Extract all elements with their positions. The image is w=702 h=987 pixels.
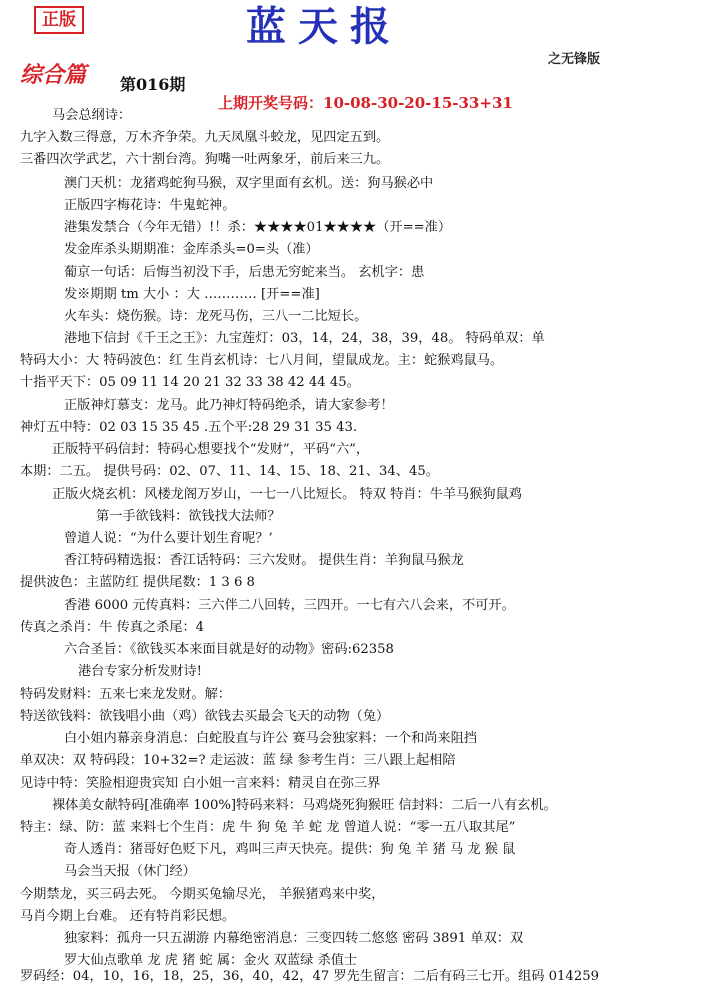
text-line: 今期禁龙，买三码去死。 今期买兔输尽光， 羊猴猪鸡来中奖，	[20, 887, 385, 902]
text-line: 本期：二五。 提供号码：02、07、11、14、15、18、21、34、45。	[20, 464, 439, 479]
text-line: 十指平天下：05 09 11 14 20 21 32 33 38 42 44 45。	[20, 375, 360, 390]
text-line: 独家料：孤舟一只五湖游 内幕绝密消息：三变四转二悠悠 密码 3891 单双：双	[64, 931, 524, 946]
last-draw-numbers: 上期开奖号码：10-08-30-20-15-33+31	[218, 94, 513, 112]
text-line: 三番四次学武艺，六十割台湾。狗嘴一吐两象牙，前后来三九。	[20, 152, 390, 167]
text-line: 正版火烧玄机：风楼龙阁万岁山，一七一八比短长。 特双 特肖：牛羊马猴狗鼠鸡	[52, 487, 522, 502]
text-line: 曾道人说：“为什么要计划生育呢？’	[64, 531, 273, 546]
text-line: 罗大仙点歌单 龙 虎 猪 蛇 属：金火 双蓝绿 杀值士	[64, 953, 358, 968]
text-line: 发金库杀头期期准：金库杀头=0=头（准）	[64, 242, 319, 257]
edition-label: 之无锋版	[548, 52, 601, 67]
text-line: 传真之杀肖：牛 传真之杀尾：4	[20, 620, 205, 635]
text-line: 港地下信封《千王之王》：九宝莲灯：03，14，24，38，39，48。 特码单双：单	[64, 331, 545, 346]
text-line: 罗码经：04，10，16，18，25，36，40，42，47 罗先生留言：二后有码三七开。组码 014259	[20, 969, 599, 984]
text-line: 马肖今期上台难。 还有特肖彩民想。	[20, 909, 236, 924]
text-line: 六合圣旨：《欲钱买本来面目就是好的动物》密码:62358	[64, 642, 394, 657]
text-line: 裸体美女献特码[准确率 100%]特码来料：马鸡烧死狗猴旺 信封料：二后一八有玄机。	[52, 798, 557, 813]
text-line: 特码大小：大 特码波色：红 生肖玄机诗：七八月间，望鼠成龙。主：蛇猴鸡鼠马。	[20, 353, 504, 368]
text-line: 九字入数三得意，万木齐争荣。九天凤凰斗蛟龙，见四定五到。	[20, 130, 390, 145]
text-line: 香港 6000 元传真料：三六伴二八回转，三四开。一七有六八会来，不可开。	[64, 598, 515, 613]
text-line: 葡京一句话：后悔当初没下手，后患无穷蛇来当。 玄机字：患	[64, 265, 425, 280]
text-line: 港集发禁合（今年无错）!！杀：★★★★01★★★★（开==准）	[64, 220, 452, 235]
authentic-badge: 正版	[34, 6, 84, 34]
issue-number: 第016期	[120, 75, 186, 94]
text-line: 香江特码精选报：香江话特码：三六发财。 提供生肖：羊狗鼠马猴龙	[64, 553, 464, 568]
text-line: 正版特平码信封：特码心想要找个“发财”，平码“六”，	[52, 442, 370, 457]
text-line: 第一手欲钱料：欲钱找大法师？	[96, 509, 281, 524]
text-line: 特码发财料：五来七来龙发财。解：	[20, 687, 231, 702]
newspaper-title: 蓝天报	[246, 3, 402, 50]
text-line: 马会总纲诗：	[52, 108, 132, 123]
text-line: 火车头：烧伤猴。诗：龙死马伤，三八一二比短长。	[64, 309, 368, 324]
text-line: 单双决：双 特码段：10+32=? 走运波：蓝 绿 参考生肖：三八跟上起相陪	[20, 753, 456, 768]
text-line: 奇人透肖：猪哥好色贬下凡，鸡叫三声天快亮。提供：狗 兔 羊 猪 马 龙 猴 鼠	[64, 842, 516, 857]
text-line: 特送欲钱料：欲钱唱小曲（鸡）欲钱去买最会飞天的动物（兔）	[20, 709, 390, 724]
text-line: 正版四字梅花诗：牛鬼蛇神。	[64, 198, 236, 213]
text-line: 正版神灯慕支：龙马。此乃神灯特码绝杀，请大家参考！	[64, 398, 394, 413]
text-line: 港台专家分析发财诗!	[78, 664, 202, 679]
text-line: 提供波色：主蓝防红 提供尾数：1 3 6 8	[20, 575, 255, 590]
text-line: 特主：绿、防：蓝 来料七个生肖：虎 牛 狗 兔 羊 蛇 龙 曾道人说：“零一五八取其尾”	[20, 820, 516, 835]
text-line: 见诗中特：笑脸相迎贵宾知 白小姐一言来料：精灵自在弥三界	[20, 776, 381, 791]
text-line: 发※期期 tm 大小 ：大 ………… [开==准]	[64, 287, 320, 302]
text-line: 神灯五中特：02 03 15 35 45 .五个平:28 29 31 35 43.	[20, 420, 358, 435]
text-line: 澳门天机：龙猪鸡蛇狗马猴，双字里面有玄机。送：狗马猴必中	[64, 176, 434, 191]
text-line: 白小姐内幕亲身消息：白蛇股直与许公 赛马会独家料：一个和尚来阻挡	[64, 731, 478, 746]
text-line: 马会当天报（休门经）	[64, 864, 196, 879]
section-title: 综合篇	[20, 62, 87, 88]
